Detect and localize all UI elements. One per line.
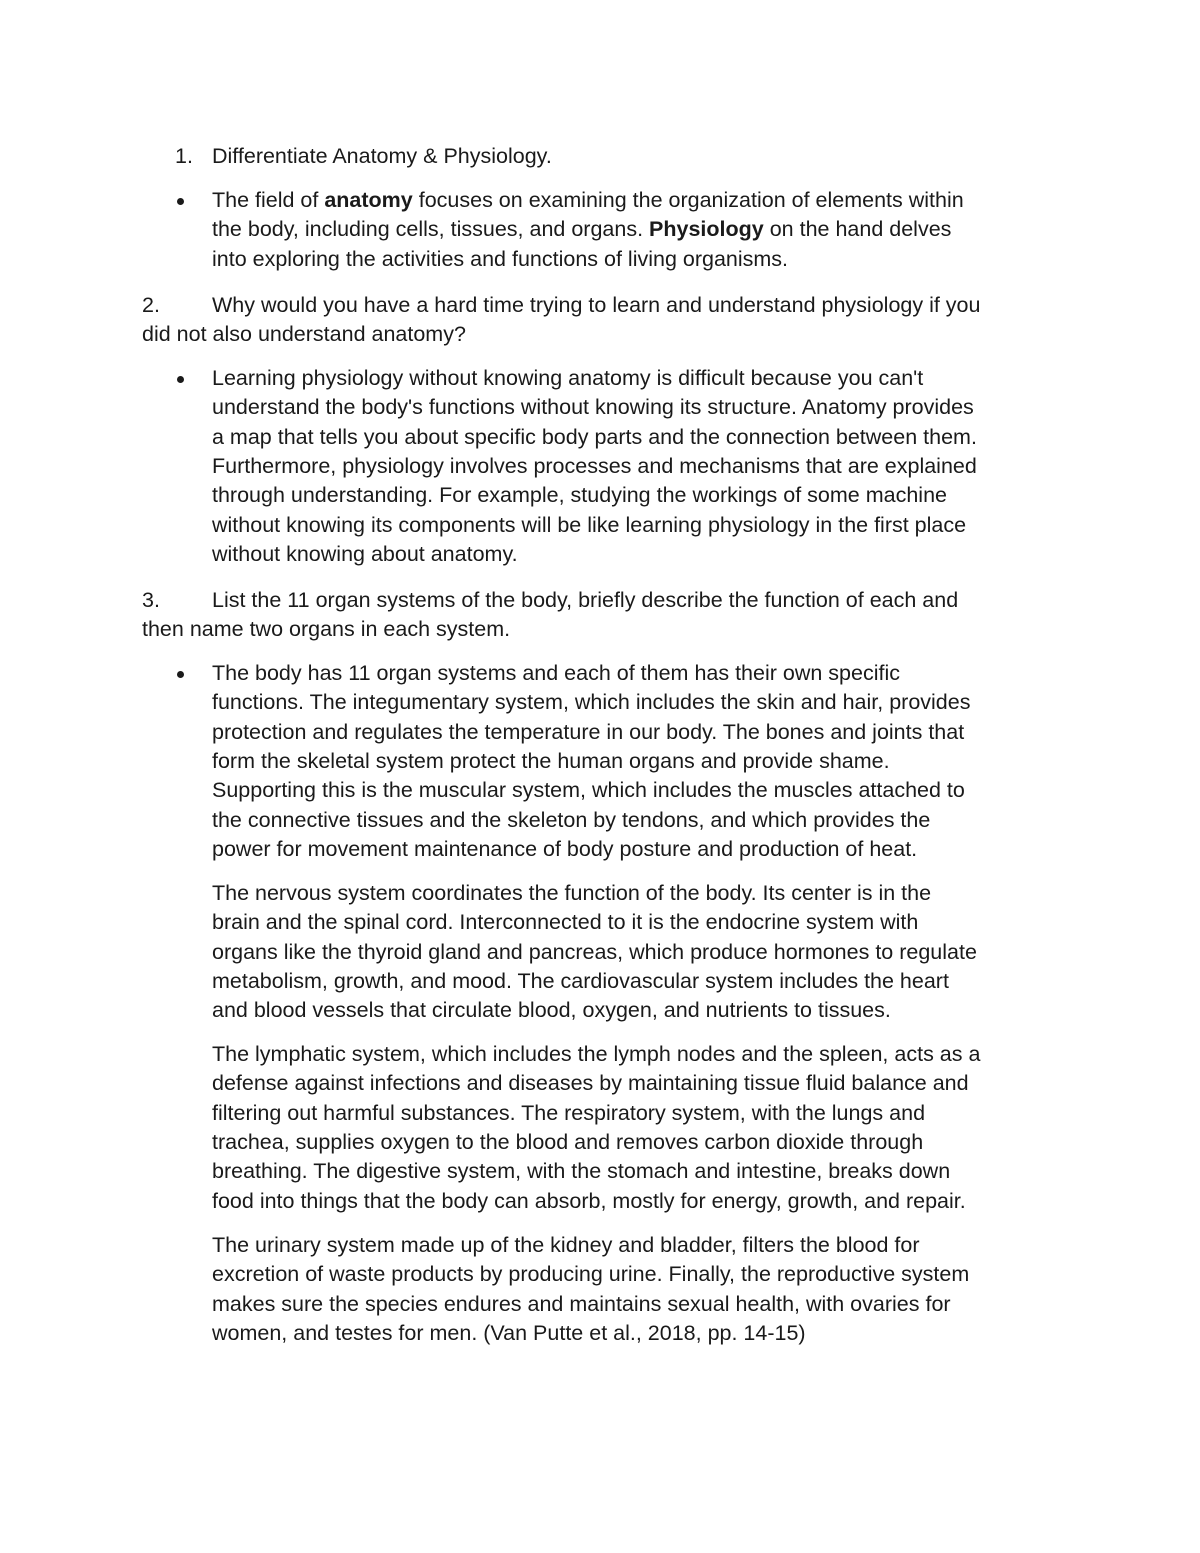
answer-3-para-2-line-3: organs like the thyroid gland and pancreas, which produce hormones to regulate bbox=[212, 940, 977, 964]
answer-3-para-4-line-2: excretion of waste products by producing urine. Finally, the reproductive system bbox=[212, 1262, 970, 1286]
question-2-line-2: did not also understand anatomy? bbox=[142, 322, 466, 346]
answer-2-line-1: Learning physiology without knowing anatomy is difficult because you can't bbox=[212, 366, 924, 390]
answer-1-line-3: into exploring the activities and functions of living organisms. bbox=[212, 247, 789, 271]
answer-3-para-3-line-3: filtering out harmful substances. The respiratory system, with the lungs and bbox=[212, 1101, 926, 1125]
answer-3-para-1-line-7: power for movement maintenance of body posture and production of heat. bbox=[212, 837, 918, 861]
answer-2-line-7: without knowing about anatomy. bbox=[212, 542, 518, 566]
bullet-icon bbox=[177, 671, 184, 678]
answer-3-para-1-line-6: the connective tissues and the skeleton by tendons, and which provides the bbox=[212, 808, 931, 832]
answer-3-para-2-line-5: and blood vessels that circulate blood, oxygen, and nutrients to tissues. bbox=[212, 998, 891, 1022]
answer-3-para-1-line-2: functions. The integumentary system, which includes the skin and hair, provides bbox=[212, 690, 971, 714]
answer-3-para-3-line-5: breathing. The digestive system, with the stomach and intestine, breaks down bbox=[212, 1159, 951, 1183]
question-2-line-1: Why would you have a hard time trying to learn and understand physiology if you bbox=[212, 293, 981, 317]
answer-3-para-4-line-3: makes sure the species endures and maintains sexual health, with ovaries for bbox=[212, 1292, 951, 1316]
question-3-line-1: List the 11 organ systems of the body, briefly describe the function of each and bbox=[212, 588, 959, 612]
answer-2-line-3: a map that tells you about specific body parts and the connection between them. bbox=[212, 425, 977, 449]
question-2-number: 2. bbox=[142, 293, 160, 317]
question-1-text: Differentiate Anatomy & Physiology. bbox=[212, 144, 552, 168]
answer-1-line-1: The field of anatomy focuses on examining the organization of elements within bbox=[212, 188, 964, 212]
answer-3-para-3-line-6: food into things that the body can absorb, mostly for energy, growth, and repair. bbox=[212, 1189, 966, 1213]
bullet-icon bbox=[177, 376, 184, 383]
answer-2-line-6: without knowing its components will be like learning physiology in the first place bbox=[212, 513, 967, 537]
question-3-line-2: then name two organs in each system. bbox=[142, 617, 511, 641]
answer-2-line-5: through understanding. For example, studying the workings of some machine bbox=[212, 483, 947, 507]
answer-3-para-1-line-1: The body has 11 organ systems and each of them has their own specific bbox=[212, 661, 900, 685]
answer-3-para-1-line-5: Supporting this is the muscular system, which includes the muscles attached to bbox=[212, 778, 965, 802]
answer-3-para-2-line-2: brain and the spinal cord. Interconnected to it is the endocrine system with bbox=[212, 910, 919, 934]
answer-3-para-3-line-2: defense against infections and diseases by maintaining tissue fluid balance and bbox=[212, 1071, 969, 1095]
question-1-number: 1. bbox=[175, 144, 193, 168]
question-3-number: 3. bbox=[142, 588, 160, 612]
bullet-icon bbox=[177, 198, 184, 205]
answer-3-para-3-line-4: trachea, supplies oxygen to the blood and removes carbon dioxide through bbox=[212, 1130, 924, 1154]
answer-3-para-2-line-4: metabolism, growth, and mood. The cardiovascular system includes the heart bbox=[212, 969, 949, 993]
answer-3-para-3-line-1: The lymphatic system, which includes the lymph nodes and the spleen, acts as a bbox=[212, 1042, 981, 1066]
answer-3-para-4-line-1: The urinary system made up of the kidney and bladder, filters the blood for bbox=[212, 1233, 920, 1257]
answer-3-para-1-line-3: protection and regulates the temperature in our body. The bones and joints that bbox=[212, 720, 965, 744]
answer-3-para-4-line-4: women, and testes for men. (Van Putte et al., 2018, pp. 14-15) bbox=[212, 1321, 806, 1345]
answer-2-line-4: Furthermore, physiology involves processes and mechanisms that are explained bbox=[212, 454, 977, 478]
answer-3-para-2-line-1: The nervous system coordinates the function of the body. Its center is in the bbox=[212, 881, 932, 905]
answer-2-line-2: understand the body's functions without knowing its structure. Anatomy provides bbox=[212, 395, 974, 419]
answer-1-line-2: the body, including cells, tissues, and organs. Physiology on the hand delves bbox=[212, 217, 952, 241]
answer-3-para-1-line-4: form the skeletal system protect the human organs and provide shame. bbox=[212, 749, 890, 773]
